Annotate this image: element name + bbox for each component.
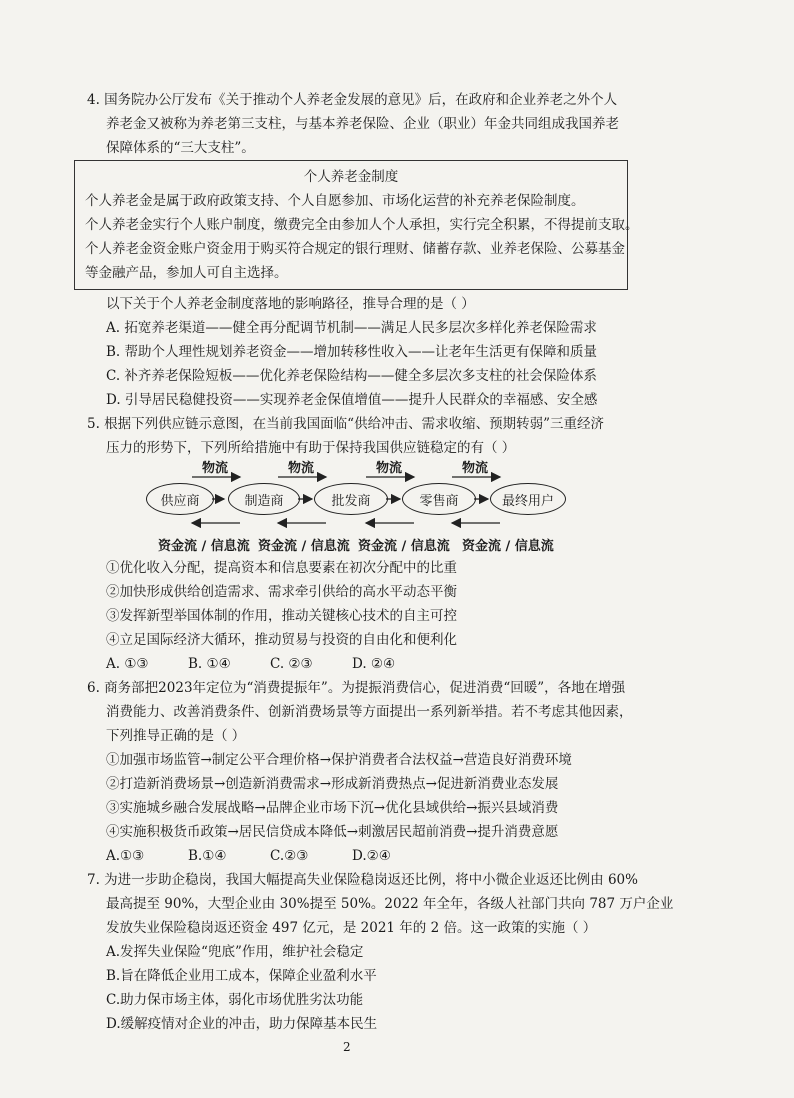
q6-item-2: ②打造新消费场景→创造新消费需求→形成新消费热点→促进新消费业态发展: [106, 776, 559, 792]
node-manufacturer: 制造商: [228, 483, 300, 515]
q4-box-line-4: 等金融产品，参加人可自主选择。: [85, 265, 288, 281]
q4-prompt: 以下关于个人养老金制度落地的影响路径，推导合理的是（ ）: [106, 296, 475, 312]
q4-option-c: C. 补齐养老保险短板——优化养老保险结构——健全多层次多支柱的社会保险体系: [106, 368, 597, 384]
q6-stem-line-3: 下列推导正确的是（ ）: [106, 728, 246, 744]
q4-box-line-1: 个人养老金是属于政府政策支持、个人自愿参加、市场化运营的补充养老保险制度。: [85, 193, 585, 209]
q7-stem-line-3: 发放失业保险稳岗返还资金 497 亿元，是 2021 年的 2 倍。这一政策的实施（ ）: [106, 920, 597, 936]
q5-option-b: B. ①④: [188, 656, 231, 672]
q4-box-title: 个人养老金制度: [303, 169, 399, 185]
flow-label-top-3: 物流: [376, 461, 403, 476]
q7-stem-line-1: 7. 为进一步助企稳岗，我国大幅提高失业保险稳岗返还比例，将中小微企业返还比例由 60%: [87, 872, 638, 888]
q6-item-3: ③实施城乡融合发展战略→品牌企业市场下沉→优化县域供给→振兴县域消费: [106, 800, 559, 816]
q7-option-b: B.旨在降低企业用工成本，保障企业盈利水平: [106, 968, 377, 984]
q6-option-c: C.②③: [270, 848, 309, 864]
flow-label-bottom-1: 资金流 / 信息流: [158, 539, 250, 554]
flow-label-top-4: 物流: [462, 461, 489, 476]
q7-stem-line-2: 最高提至 90%，大型企业由 30%提至 50%。2022 年全年，各级人社部门共向 787 万户企业: [106, 896, 674, 912]
supply-chain-diagram: [140, 455, 570, 555]
q6-item-4: ④实施积极货币政策→居民信贷成本降低→刺激居民超前消费→提升消费意愿: [106, 824, 559, 840]
q7-option-c: C.助力保市场主体，弱化市场优胜劣汰功能: [106, 992, 364, 1008]
page-number: 2: [343, 1040, 351, 1054]
flow-label-bottom-4: 资金流 / 信息流: [462, 539, 554, 554]
q4-material-box: [74, 160, 639, 290]
q4-option-a: A. 拓宽养老渠道——健全再分配调节机制——满足人民多层次多样化养老保险需求: [106, 320, 597, 336]
q5-item-3: ③发挥新型举国体制的作用，推动关键核心技术的自主可控: [106, 608, 457, 624]
flow-label-top-2: 物流: [288, 461, 315, 476]
q4-box-line-2: 个人养老金实行个人账户制度，缴费完全由参加人个人承担，实行完全积累，不得提前支取。: [85, 217, 639, 233]
flow-label-bottom-2: 资金流 / 信息流: [258, 539, 350, 554]
q4-option-b: B. 帮助个人理性规划养老资金——增加转移性收入——让老年生活更有保障和质量: [106, 344, 598, 360]
q6-options: [106, 846, 434, 866]
q6-item-1: ①加强市场监管→制定公平合理价格→保护消费者合法权益→营造良好消费环境: [106, 752, 572, 768]
node-retailer: 零售商: [402, 483, 476, 515]
q5-option-a: A. ①③: [106, 656, 149, 672]
q6-stem-line-1: 6. 商务部把2023年定位为“消费提振年”。为提振消费信心，促进消费“回暖”，各地在增强: [87, 680, 626, 696]
q4-stem-line-2: 养老金又被称为养老第三支柱，与基本养老保险、企业（职业）年金共同组成我国养老: [106, 116, 619, 132]
node-supplier: 供应商: [146, 483, 214, 515]
q5-option-d: D. ②④: [352, 656, 396, 672]
q4-stem-line-1: 4. 国务院办公厅发布《关于推动个人养老金发展的意见》后，在政府和企业养老之外个人: [87, 92, 618, 108]
flow-label-top-1: 物流: [202, 461, 229, 476]
q5-stem-line-2: 压力的形势下，下列所给措施中有助于保持我国供应链稳定的有（ ）: [106, 440, 516, 456]
q5-item-2: ②加快形成供给创造需求、需求牵引供给的高水平动态平衡: [106, 584, 457, 600]
q5-stem-line-1: 5. 根据下列供应链示意图，在当前我国面临“供给冲击、需求收缩、预期转弱”三重经济: [87, 416, 604, 432]
q6-option-b: B.①④: [188, 848, 227, 864]
q4-option-d: D. 引导居民稳健投资——实现养老金保值增值——提升人民群众的幸福感、安全感: [106, 392, 598, 408]
q5-item-4: ④立足国际经济大循环，推动贸易与投资的自由化和便利化: [106, 632, 457, 648]
q6-option-d: D.②④: [352, 848, 391, 864]
q4-box-line-3: 个人养老金资金账户资金用于购买符合规定的银行理财、储蓄存款、业养老保险、公募基金: [85, 241, 625, 257]
q5-item-1: ①优化收入分配，提高资本和信息要素在初次分配中的比重: [106, 560, 457, 576]
q6-stem-line-2: 消费能力、改善消费条件、创新消费场景等方面提出一系列新举措。若不考虑其他因素，: [106, 704, 633, 720]
q5-options: [106, 654, 434, 674]
q6-option-a: A.①③: [106, 848, 145, 864]
q4-stem-line-3: 保障体系的“三大支柱”。: [106, 140, 255, 156]
q7-option-d: D.缓解疫情对企业的冲击，助力保障基本民生: [106, 1016, 378, 1032]
node-end-user: 最终用户: [490, 483, 566, 515]
node-wholesaler: 批发商: [314, 483, 388, 515]
q7-option-a: A.发挥失业保险“兜底”作用，维护社会稳定: [106, 944, 364, 960]
flow-label-bottom-3: 资金流 / 信息流: [358, 539, 450, 554]
q5-option-c: C. ②③: [270, 656, 313, 672]
